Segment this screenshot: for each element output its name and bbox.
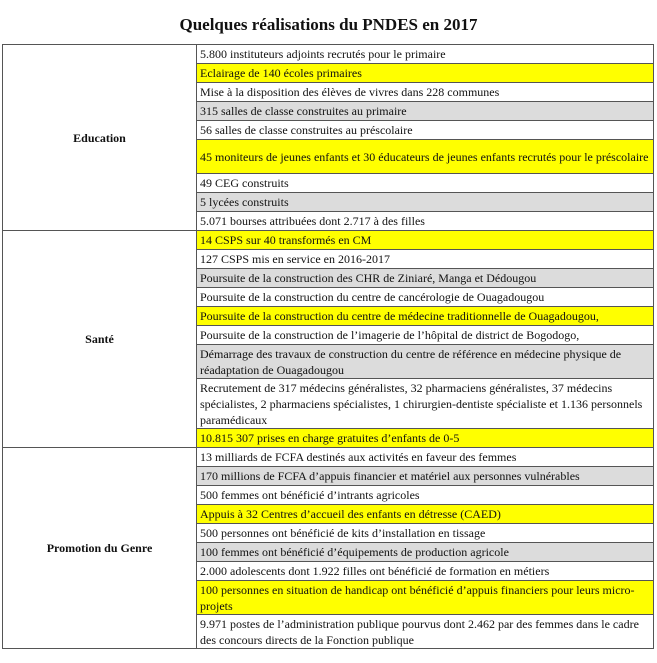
table-row [3,45,654,64]
achievement-item: 14 CSPS sur 40 transformés en CM [197,231,654,250]
achievement-item: 2.000 adolescents dont 1.922 filles ont bénéficié de formation en métiers [197,562,654,581]
achievement-item: 49 CEG construits [197,174,654,193]
achievement-item: 56 salles de classe construites au préscolaire [197,121,654,140]
achievement-item: 100 femmes ont bénéficié d’équipements de production agricole [197,543,654,562]
achievement-item: 5 lycées construits [197,193,654,212]
achievements-table [2,44,654,649]
page-title: Quelques réalisations du PNDES en 2017 [179,15,478,34]
achievement-item: 500 femmes ont bénéficié d’intrants agricoles [197,486,654,505]
category-label: Education [3,45,197,231]
achievement-item: 170 millions de FCFA d’appuis financier et matériel aux personnes vulnérables [197,467,654,486]
achievement-item: 315 salles de classe construites au primaire [197,102,654,121]
achievement-item: Eclairage de 140 écoles primaires [197,64,654,83]
achievement-item: 9.971 postes de l’administration publique pourvus dont 2.462 par des femmes dans le cadre des concours directs de la Fonction publique [197,615,654,649]
category-label: Promotion du Genre [3,448,197,649]
achievement-item: 10.815 307 prises en charge gratuites d’enfants de 0-5 [197,429,654,448]
achievement-item: 127 CSPS mis en service en 2016-2017 [197,250,654,269]
achievement-item: 13 milliards de FCFA destinés aux activités en faveur des femmes [197,448,654,467]
achievement-item: Poursuite de la construction de l’imagerie de l’hôpital de district de Bogodogo, [197,326,654,345]
achievement-item: Mise à la disposition des élèves de vivres dans 228 communes [197,83,654,102]
category-label: Santé [3,231,197,448]
achievement-item: 100 personnes en situation de handicap ont bénéficié d’appuis financiers pour leurs micro-projets [197,581,654,615]
achievement-item: 5.071 bourses attribuées dont 2.717 à des filles [197,212,654,231]
achievement-item: Poursuite de la construction du centre de médecine traditionnelle de Ouagadougou, [197,307,654,326]
achievement-item: Démarrage des travaux de construction du centre de référence en médecine physique de réadaptation de Ouagadougou [197,345,654,379]
achievement-item: Poursuite de la construction du centre de cancérologie de Ouagadougou [197,288,654,307]
table-row [3,448,654,467]
achievement-item: Poursuite de la construction des CHR de Ziniaré, Manga et Dédougou [197,269,654,288]
achievement-item: 45 moniteurs de jeunes enfants et 30 éducateurs de jeunes enfants recrutés pour le préscolaire [197,140,654,174]
table-body [3,45,654,649]
achievement-item: 5.800 instituteurs adjoints recrutés pour le primaire [197,45,654,64]
table-row [3,231,654,250]
achievement-item: Recrutement de 317 médecins généralistes, 32 pharmaciens généralistes, 37 médecins spécialistes, 2 pharmaciens spécialistes, 1 chirurgien-dentiste spécialiste et 1.136 personnels paramédicaux [197,379,654,429]
achievement-item: Appuis à 32 Centres d’accueil des enfants en détresse (CAED) [197,505,654,524]
achievement-item: 500 personnes ont bénéficié de kits d’installation en tissage [197,524,654,543]
